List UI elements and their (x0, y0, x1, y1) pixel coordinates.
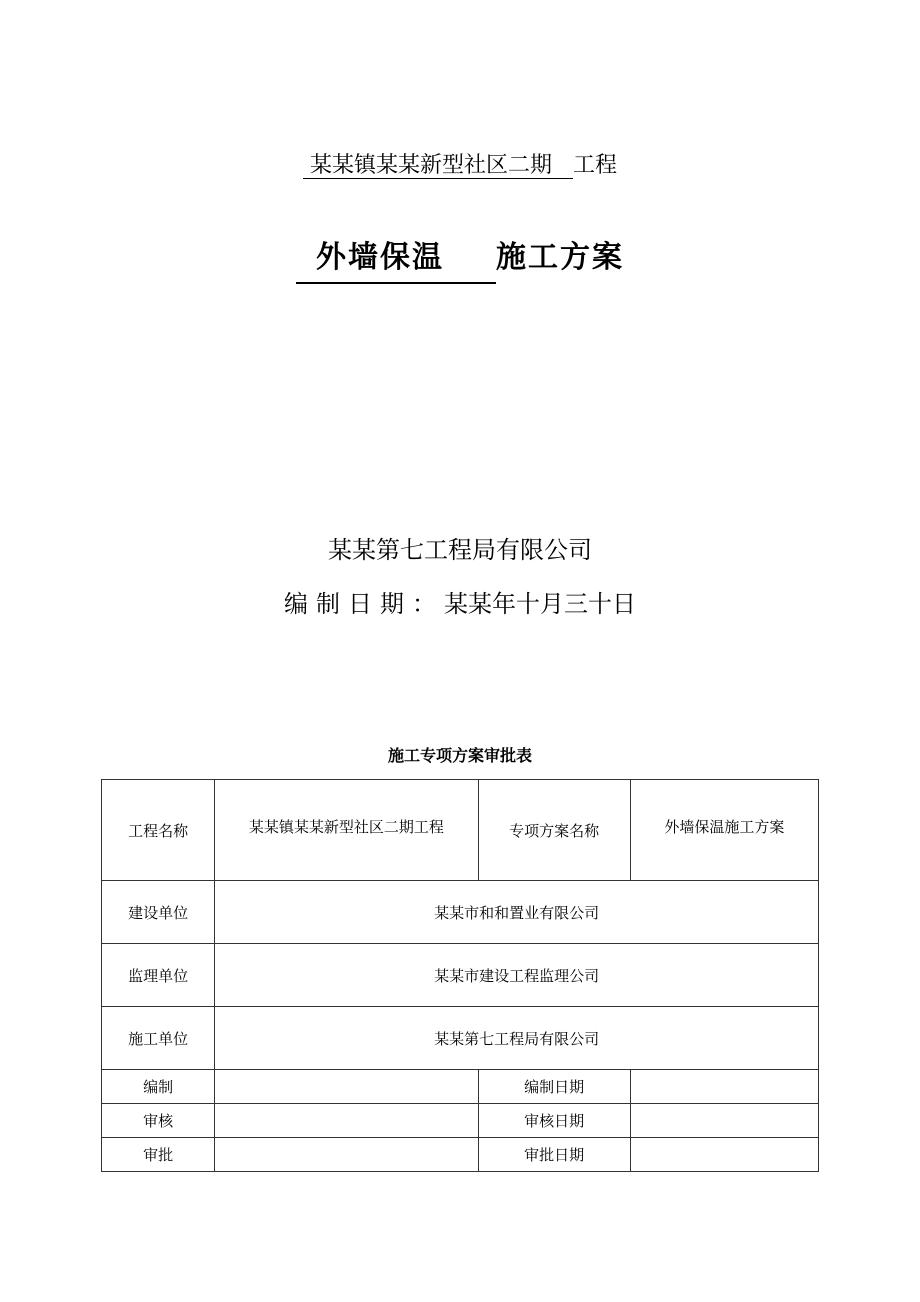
builder-label: 建设单位 (102, 881, 215, 944)
table-row (102, 1070, 819, 1104)
compile-date-value-cell[interactable] (630, 1070, 818, 1104)
table-row (102, 944, 819, 1007)
review-value-cell[interactable] (215, 1104, 478, 1138)
approval-table (101, 779, 819, 1172)
supervisor-label: 监理单位 (102, 944, 215, 1007)
project-title-line (0, 150, 920, 182)
compile-value-cell[interactable] (215, 1070, 478, 1104)
review-label: 审核 (102, 1104, 215, 1138)
table-title: 施工专项方案审批表 (387, 746, 532, 765)
plan-title-line (0, 236, 920, 284)
compile-label: 编制 (102, 1070, 215, 1104)
plan-suffix: 施工方案 (496, 240, 624, 275)
project-name-label: 工程名称 (102, 780, 215, 881)
table-row (102, 881, 819, 944)
plan-name-underlined: 外墙保温 (296, 236, 496, 284)
approve-label: 审批 (102, 1138, 215, 1172)
supervisor-value: 某某市建设工程监理公司 (215, 944, 819, 1007)
table-row (102, 780, 819, 881)
approve-date-value-cell[interactable] (630, 1138, 818, 1172)
review-date-value-cell[interactable] (630, 1104, 818, 1138)
plan-name-label: 专项方案名称 (478, 780, 630, 881)
plan-name-value: 外墙保温施工方案 (630, 780, 818, 881)
project-suffix: 工程 (572, 153, 617, 178)
project-name-value: 某某镇某某新型社区二期工程 (215, 780, 478, 881)
contractor-label: 施工单位 (102, 1007, 215, 1070)
approve-date-label-cell: 审批日期 (478, 1138, 630, 1172)
builder-value: 某某市和和置业有限公司 (215, 881, 819, 944)
table-row (102, 1138, 819, 1172)
compile-date-label: 编制日期： (284, 590, 444, 618)
company-name: 某某第七工程局有限公司 (328, 536, 592, 564)
review-date-label-cell: 审核日期 (478, 1104, 630, 1138)
compile-date-value: 某某年十月三十日 (444, 590, 636, 618)
compile-date-label-cell: 编制日期 (478, 1070, 630, 1104)
project-name-underlined: 某某镇某某新型社区二期 (309, 153, 552, 178)
table-row (102, 1007, 819, 1070)
approve-value-cell[interactable] (215, 1138, 478, 1172)
contractor-value: 某某第七工程局有限公司 (215, 1007, 819, 1070)
compile-date-line (0, 586, 920, 622)
table-row (102, 1104, 819, 1138)
